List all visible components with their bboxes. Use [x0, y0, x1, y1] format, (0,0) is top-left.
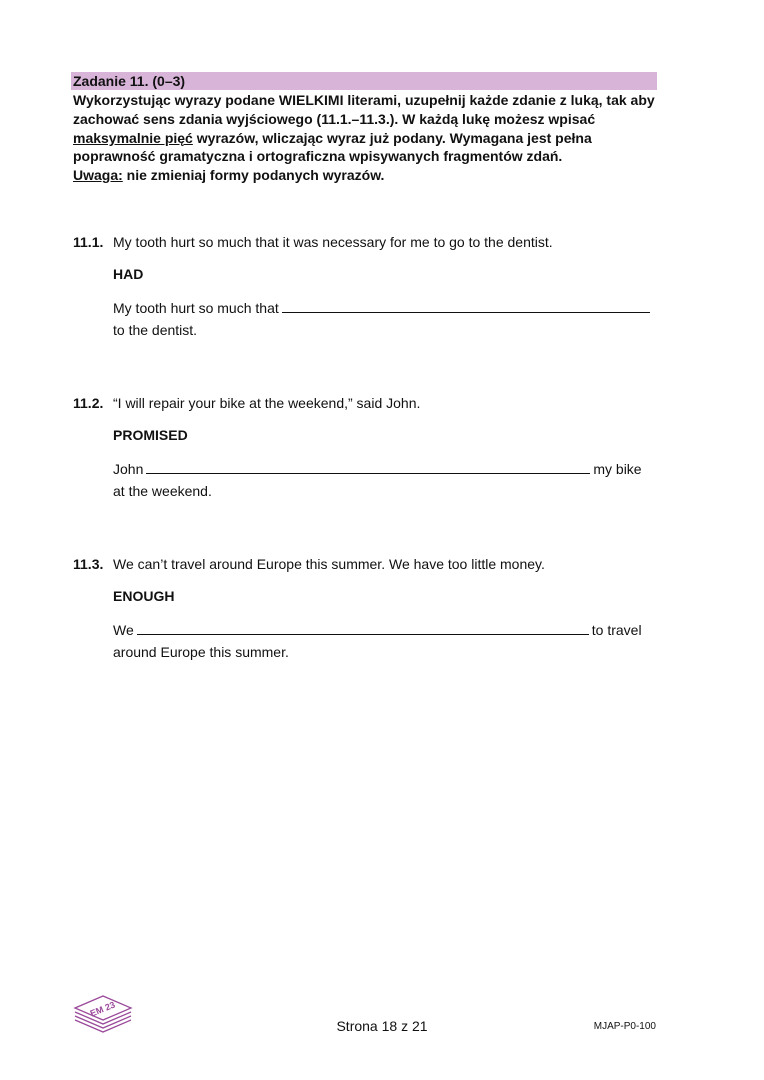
item-sentence: “I will repair your bike at the weekend,” said John. [113, 395, 421, 411]
note-label: Uwaga: [73, 167, 123, 184]
instructions-underlined: maksymalnie pięć [73, 129, 193, 146]
item-sentence: We can’t travel around Europe this summer. We have too little money. [113, 556, 545, 572]
exam-code: MJAP-P0-100 [593, 1021, 656, 1032]
item-gap-line [113, 298, 653, 316]
gap-before-text: My tooth hurt so much that [113, 300, 279, 316]
logo-text: EM 23 [88, 999, 117, 1019]
item-keyword: ENOUGH [113, 588, 175, 604]
item-number: 11.2. [73, 395, 104, 411]
instructions-text-1: Wykorzystując wyrazy podane WIELKIMI literami, uzupełnij każde zdanie z luką, tak aby zachować sens zdania wyjściowego (11.1.–11.3.). W każdą lukę możesz wpisać [73, 92, 655, 127]
gap-continuation: to the dentist. [113, 322, 198, 338]
task-instructions [73, 91, 663, 185]
page-number: Strona 18 z 21 [336, 1018, 428, 1034]
item-gap-line [113, 620, 642, 638]
answer-blank[interactable] [282, 298, 650, 313]
item-keyword: HAD [113, 266, 144, 282]
gap-before-text: John [113, 461, 144, 477]
gap-continuation: at the weekend. [113, 483, 212, 499]
instructions-text-2: wyrazów, wliczając wyraz już podany. Wymagana jest pełna poprawność gramatyczna i ortograficzna wpisywanych fragmentów zdań. [73, 129, 592, 165]
item-number: 11.3. [73, 556, 104, 572]
note-text: nie zmieniaj formy podanych wyrazów. [122, 167, 385, 184]
gap-after-text: to travel [591, 622, 642, 638]
item-number: 11.1. [73, 234, 104, 250]
gap-before-text: We [113, 622, 134, 638]
item-sentence: My tooth hurt so much that it was necessary for me to go to the dentist. [113, 234, 553, 250]
task-header: Zadanie 11. (0–3) [71, 72, 657, 90]
answer-blank[interactable] [146, 459, 590, 474]
gap-continuation: around Europe this summer. [113, 644, 289, 660]
item-gap-line [113, 459, 642, 477]
gap-after-text: my bike [593, 461, 642, 477]
item-keyword: PROMISED [113, 427, 188, 443]
answer-blank[interactable] [137, 620, 589, 635]
